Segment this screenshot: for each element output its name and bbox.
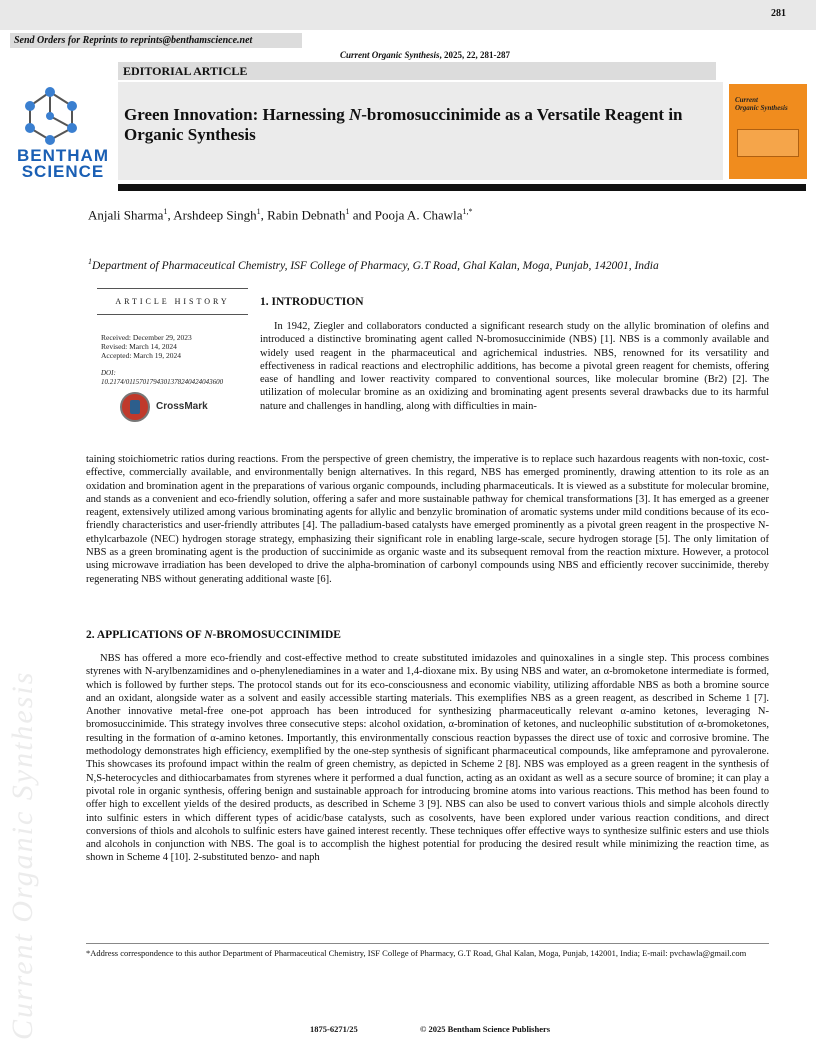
author-list: Anjali Sharma$^1$, Arshdeep Singh$^1$, Rabin Debnath$^1$ and Pooja A. Chawla$^{1,*}$	[88, 207, 473, 223]
header-rule	[118, 184, 806, 191]
doi: DOI: 10.2174/0115701794301378240424043600	[101, 369, 251, 387]
article-history-box	[97, 288, 248, 315]
publisher-logo-text: BENTHAM SCIENCE	[17, 146, 109, 181]
journal-cover-image	[729, 84, 807, 179]
journal-reference: Current Organic Synthesis, 2025, 22, 281-287	[340, 50, 511, 60]
applications-paragraph: NBS has offered a more eco-friendly and cost-effective method to create substituted imidazoles and quinoxalines in a single step. This process combines styrenes with N-arylbenzamidines and o-phenylenediamines in a water and 1,4-dioxane mix. By using NBS and water, an α-bromoketone intermediate is formed, which is followed by further steps. The protocol stands out for its eco-consciousness and economic viability, utilizing affordable NBS as both a bromine source and an oxidant, alongside water as a solvent and easily accessible starting materials. This exemplifies NBS as a green reagent, as described in Scheme 1 [7]. Another innovative metal-free one-pot approach has been introduced for synthesizing pharmaceutically relevant α-amino ketones, leveraging N-bromosuccinimide. This strategy involves three consecutive steps: alcohol oxidation, α-bromination of ketones, and nucleophilic substitution of α-bromoketones, resulting in the formation of α-amino ketones. Importantly, this environmentally conscious reaction bypasses the direct use of toxic and corrosive bromine. The methodology demonstrates high efficiency, exemplified by the one-step synthesis of significant pharmaceutical compounds, like amfepramone and pyrovalerone. This showcases its profound impact within the realm of green chemistry, as depicted in Scheme 2 [8]. NBS was employed as a green reagent in the synthesis of N,S-heterocycles and dithiocarbamates from styrenes where it performed a dual function, acting as an oxidant as well as a secure source of bromine; it can play a pivotal role in organic synthesis, offering benign and sustainable approach for introducing bromine atoms into various reactions. This method has been found to offer high to excellent yields of the desired products, as described in Scheme 3 [9]. NBS can also be used to convert various thiols and simple alcohols directly into sulfinic esters in which different types of acidic/base catalysts, such as cosolvents, have been explored under various reaction conditions, and direct conversions of thiols and alcohols to sulfinic esters have gained interest recently. These techniques offer effective ways to synthesize sulfinic esters and use thiols and alcohols in conjunction with NBS. The goal is to accomplish the highest potential for producing the desired result while minimizing the reaction time, as shown in Scheme 4 [10]. 2-substituted benzo- and naph	[86, 653, 769, 864]
intro-paragraph-1: In 1942, Ziegler and collaborators conducted a significant research study on the allylic bromination of olefins and introduced a distinctive brominating agent called N-bromosuccinimide (NBS) [1]. NBS is a commonly available and widely used reagent in the pharmaceutical and agrichemical industries. NBS, renowned for its versatility and effectiveness in radical reactions and electrophilic additions, has become a pivotal green reagent for chemists, offering ease of handling and lower reactivity compared to conventional sources, like molecular bromine (Br2) [2]. The utilization of molecular bromine as an oxidizing and brominating agent presents several drawbacks due to its harmful nature and challenges in handling, along with difficulties in main-	[260, 321, 769, 412]
issn: 1875-6271/25	[310, 1024, 358, 1034]
footnote-rule	[86, 943, 769, 944]
crossmark-badge[interactable]: CrossMark	[120, 392, 210, 422]
article-history-dates: Received: December 29, 2023 Revised: March 14, 2024 Accepted: March 19, 2024	[101, 333, 192, 360]
cover-title: Current Organic Synthesis	[735, 96, 788, 112]
journal-watermark: Current Organic Synthesis	[6, 670, 39, 1040]
doi-link[interactable]: 10.2174/0115701794301378240424043600	[101, 378, 224, 386]
reprint-notice: Send Orders for Reprints to reprints@benthamscience.net	[10, 33, 302, 48]
article-history-heading: ARTICLE HISTORY	[115, 297, 230, 306]
article-type: EDITORIAL ARTICLE	[118, 62, 716, 80]
article-title: Green Innovation: Harnessing N-bromosuccinimide as a Versatile Reagent in Organic Synthesis	[124, 105, 683, 144]
copyright: © 2025 Bentham Science Publishers	[420, 1024, 551, 1034]
journal-reference-volume: , 2025, 22, 281-287	[439, 50, 511, 60]
page-number: 281	[771, 8, 786, 19]
cover-diagram	[737, 129, 799, 157]
intro-paragraph-1-cont: taining stoichiometric ratios during reactions. From the perspective of green chemistry, the imperative is to replace such hazardous reagents with non-toxic, cost-effective, commercially available, and environmentally benign alternatives. In this regard, NBS has emerged prominently, drawing attention to its role as an oxidation and bromination agent in the preparations of various organic compounds, including pharmaceuticals. It is viewed as a substitute for molecular bromine, and stands as a convenient and eco-friendly solution, offering a safer and more sustainable pathway for chemical transformations [3]. It has emerged as a greener reagent, extensively utilized among various brominating agents for allylic and benzylic bromination of aromatic systems under mild conditions because of its eco-friendly characteristics and user-friendly attributes [4]. The palladium-based catalysts have emerged prominently as a pivotal green reagent in the prospective N-ethylcarbazole (NEC) hydrogen storage strategy, emphasizing their significant role in enabling large-scale, secure hydrogen storage [5]. The only limitation of NBS as a green brominating agent is the production of succinimide as organic waste and its subsequent removal from the reaction mixture. However, a protocol using microwave irradiation has been developed to drive the alpha-bromination of carbonyl compounds using NBS and efficiently recover succinimide, thereby regenerating NBS without generating additional waste [6].	[86, 454, 769, 585]
crossmark-icon	[120, 392, 150, 422]
section-heading-introduction: 1. INTRODUCTION	[260, 296, 364, 308]
section-heading-applications: 2. APPLICATIONS OF N-BROMOSUCCINIMIDE	[86, 629, 341, 641]
correspondence-footnote: *Address correspondence to this author Department of Pharmaceutical Chemistry, ISF College of Pharmacy, G.T Road, Ghal Kalan, Moga, Punjab, 142001, India; E-mail: pvchawla@gmail.com	[86, 948, 747, 958]
page-number-bar	[0, 0, 816, 30]
affiliation: $^1$Department of Pharmaceutical Chemistry, ISF College of Pharmacy, G.T Road, Ghal Kalan, Moga, Punjab, 142001, India	[88, 257, 659, 272]
